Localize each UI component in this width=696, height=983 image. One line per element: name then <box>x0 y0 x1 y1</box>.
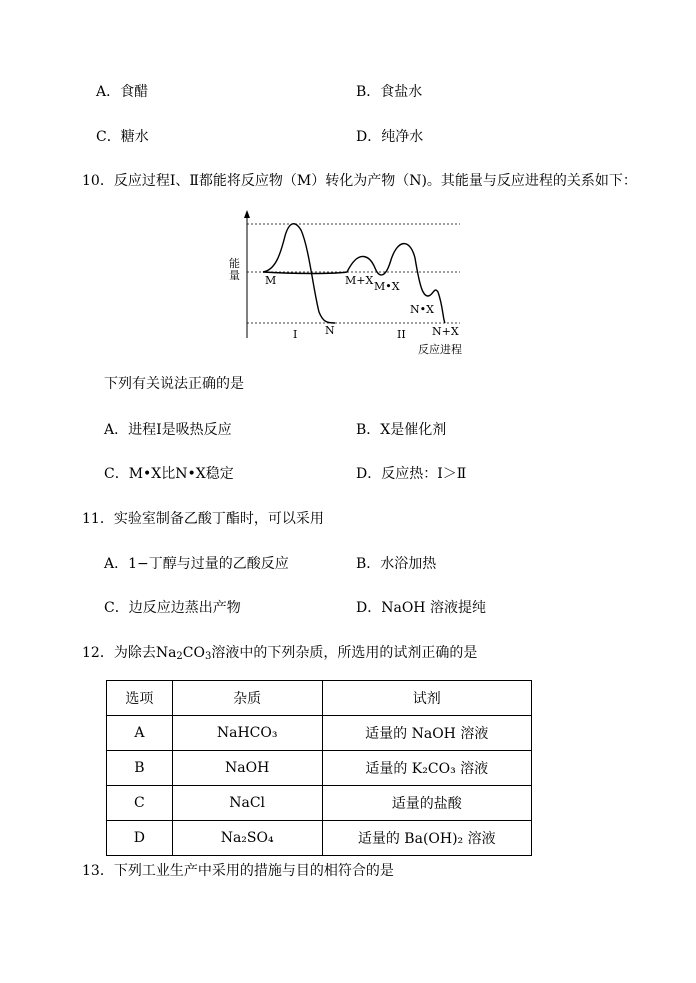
q10-option-d: D．反应热：Ⅰ＞Ⅱ <box>356 466 467 482</box>
cell-option: D <box>107 821 173 856</box>
label-i: I <box>293 328 298 341</box>
q11-option-b: B．水浴加热 <box>356 556 437 572</box>
cell-reagent: 适量的 NaOH 溶液 <box>322 716 532 751</box>
label-m-dot-x: M•X <box>374 280 400 293</box>
table-header-row <box>107 681 532 716</box>
q10-prompt: 下列有关说法正确的是 <box>104 376 244 392</box>
cell-impurity: NaOH <box>172 751 322 786</box>
cell-option: B <box>107 751 173 786</box>
table-row <box>107 751 532 786</box>
q10-option-c: C．M•X比N•X稳定 <box>104 466 234 482</box>
cell-option: C <box>107 786 173 821</box>
q10-stem: 10．反应过程Ⅰ、Ⅱ都能将反应物（M）转化为产物（N)。其能量与反应进程的关系如下： <box>82 173 637 189</box>
label-m: M <box>265 274 277 287</box>
q12-stem <box>82 643 477 663</box>
cell-impurity: NaHCO₃ <box>172 716 322 751</box>
table-row <box>107 786 532 821</box>
cell-reagent: 适量的盐酸 <box>322 786 532 821</box>
q12-stem-subscript: 3 <box>205 651 212 662</box>
header-option: 选项 <box>107 681 173 716</box>
label-n-plus-x: N+X <box>432 325 459 338</box>
label-n-dot-x: N•X <box>410 303 434 316</box>
q9-option-a: A．食醋 <box>96 84 149 100</box>
cell-reagent: 适量的 K₂CO₃ 溶液 <box>322 751 532 786</box>
q9-option-d: D．纯净水 <box>356 129 424 145</box>
table-row <box>107 716 532 751</box>
q9-option-c: C．糖水 <box>96 129 149 145</box>
q12-table <box>106 680 532 856</box>
cell-option: A <box>107 716 173 751</box>
q12-stem-part: 溶液中的下列杂质，所选用的试剂正确的是 <box>211 645 478 661</box>
q12-stem-part: CO <box>182 645 205 661</box>
cell-impurity: Na₂SO₄ <box>172 821 322 856</box>
q9-option-b: B．食盐水 <box>356 84 423 100</box>
y-axis-label: 能量 <box>229 257 240 282</box>
label-m-plus-x: M+X <box>345 274 374 287</box>
q13-stem: 13．下列工业生产中采用的措施与目的相符合的是 <box>82 863 394 879</box>
y-axis-arrow <box>244 210 250 218</box>
cell-impurity: NaCl <box>172 786 322 821</box>
q12-stem-subscript: 2 <box>176 651 183 662</box>
label-ii: II <box>397 328 406 341</box>
q11-option-c: C．边反应边蒸出产物 <box>104 600 241 616</box>
q10-option-b: B．X是催化剂 <box>356 422 447 438</box>
cell-reagent: 适量的 Ba(OH)₂ 溶液 <box>322 821 532 856</box>
q10-option-a: A．进程Ⅰ是吸热反应 <box>104 422 232 438</box>
header-reagent: 试剂 <box>322 681 532 716</box>
header-impurity: 杂质 <box>172 681 322 716</box>
x-axis-label: 反应进程 <box>418 343 462 356</box>
energy-diagram <box>225 208 475 358</box>
table-row <box>107 821 532 856</box>
q11-option-a: A．1−丁醇与过量的乙酸反应 <box>104 556 289 572</box>
q11-stem: 11．实验室制备乙酸丁酯时，可以采用 <box>82 511 324 527</box>
label-n: N <box>325 324 335 337</box>
q11-option-d: D．NaOH 溶液提纯 <box>356 600 486 616</box>
q12-stem-part: 12．为除去Na <box>82 645 177 661</box>
